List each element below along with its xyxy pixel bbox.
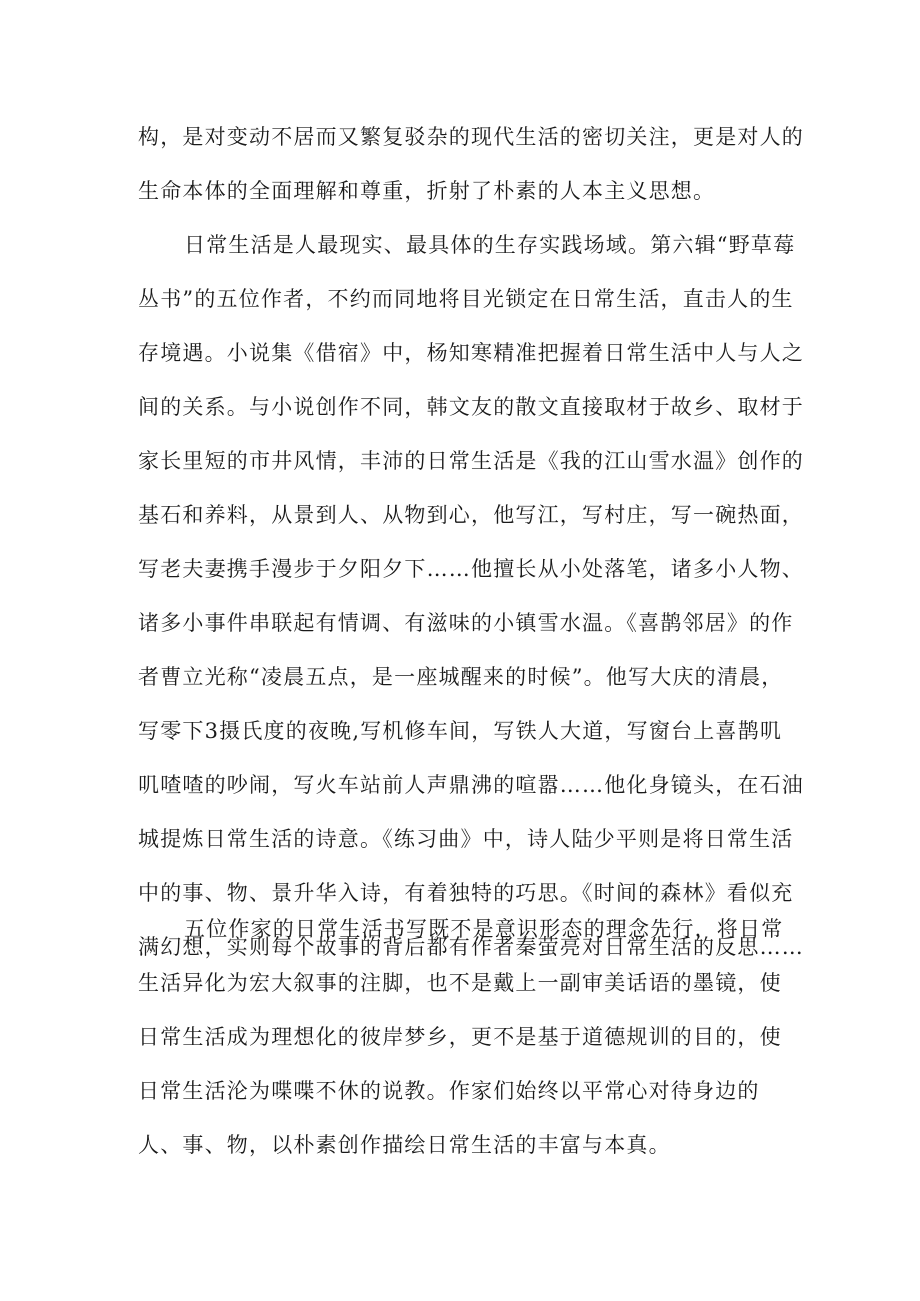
paragraph-line: 城提炼日常生活的诗意。《练习曲》中，诗人陆少平则是将日常生活	[138, 827, 794, 851]
paragraph-line: 中的事、物、景升华入诗，有着独特的巧思。《时间的森林》看似充	[138, 881, 794, 905]
paragraph-line: 人、事、物，以朴素创作描绘日常生活的丰富与本真。	[138, 1133, 671, 1157]
paragraph-line: 家长里短的市井风情，丰沛的日常生活是《我的江山雪水温》创作的	[138, 449, 804, 473]
paragraph-line: 日常生活成为理想化的彼岸梦乡，更不是基于道德规训的目的，使	[138, 1025, 782, 1049]
paragraph-line: 写零下3摄氏度的夜晚,写机修车间，写铁人大道，写窗台上喜鹊叽	[138, 719, 783, 743]
paragraph-line: 存境遇。小说集《借宿》中，杨知寒精准把握着日常生活中人与人之	[138, 341, 804, 365]
paragraph-line: 叽喳喳的吵闹，写火车站前人声鼎沸的喧嚣……他化身镜头，在石油	[138, 773, 804, 797]
paragraph-line: 诸多小事件串联起有情调、有滋味的小镇雪水温。《喜鹊邻居》的作	[138, 611, 794, 635]
paragraph-2	[138, 218, 804, 974]
paragraph-line: 构，是对变动不居而又繁复驳杂的现代生活的密切关注，更是对人的	[138, 125, 804, 149]
paragraph-line: 生命本体的全面理解和尊重，折射了朴素的人本主义思想。	[138, 179, 716, 203]
paragraph-1	[138, 110, 804, 218]
paragraph-line: 满幻想，实则每个故事的背后都有作者秦萤亮对日常生活的反思……	[138, 935, 804, 959]
paragraph-line: 写老夫妻携手漫步于夕阳夕下……他擅长从小处落笔，诸多小人物、	[138, 557, 804, 581]
paragraph-line: 基石和养料，从景到人、从物到心，他写江，写村庄，写一碗热面，	[138, 503, 804, 527]
paragraph-line: 丛书”的五位作者，不约而同地将目光锁定在日常生活，直击人的生	[138, 287, 794, 311]
paragraph-line: 间的关系。与小说创作不同，韩文友的散文直接取材于故乡、取材于	[138, 395, 804, 419]
paragraph-line: 生活异化为宏大叙事的注脚，也不是戴上一副审美话语的墨镜，使	[138, 971, 782, 995]
paragraph-line: 日常生活沦为喋喋不休的说教。作家们始终以平常心对待身边的	[138, 1079, 760, 1103]
paragraph-3	[138, 902, 783, 1172]
paragraph-line: 五位作家的日常生活书写既不是意识形态的理念先行，将日常	[184, 917, 784, 941]
paragraph-line: 者曹立光称“凌晨五点，是一座城醒来的时候”。他写大庆的清晨，	[138, 665, 784, 689]
paragraph-line: 日常生活是人最现实、最具体的生存实践场域。第六辑“野草莓	[184, 233, 796, 257]
